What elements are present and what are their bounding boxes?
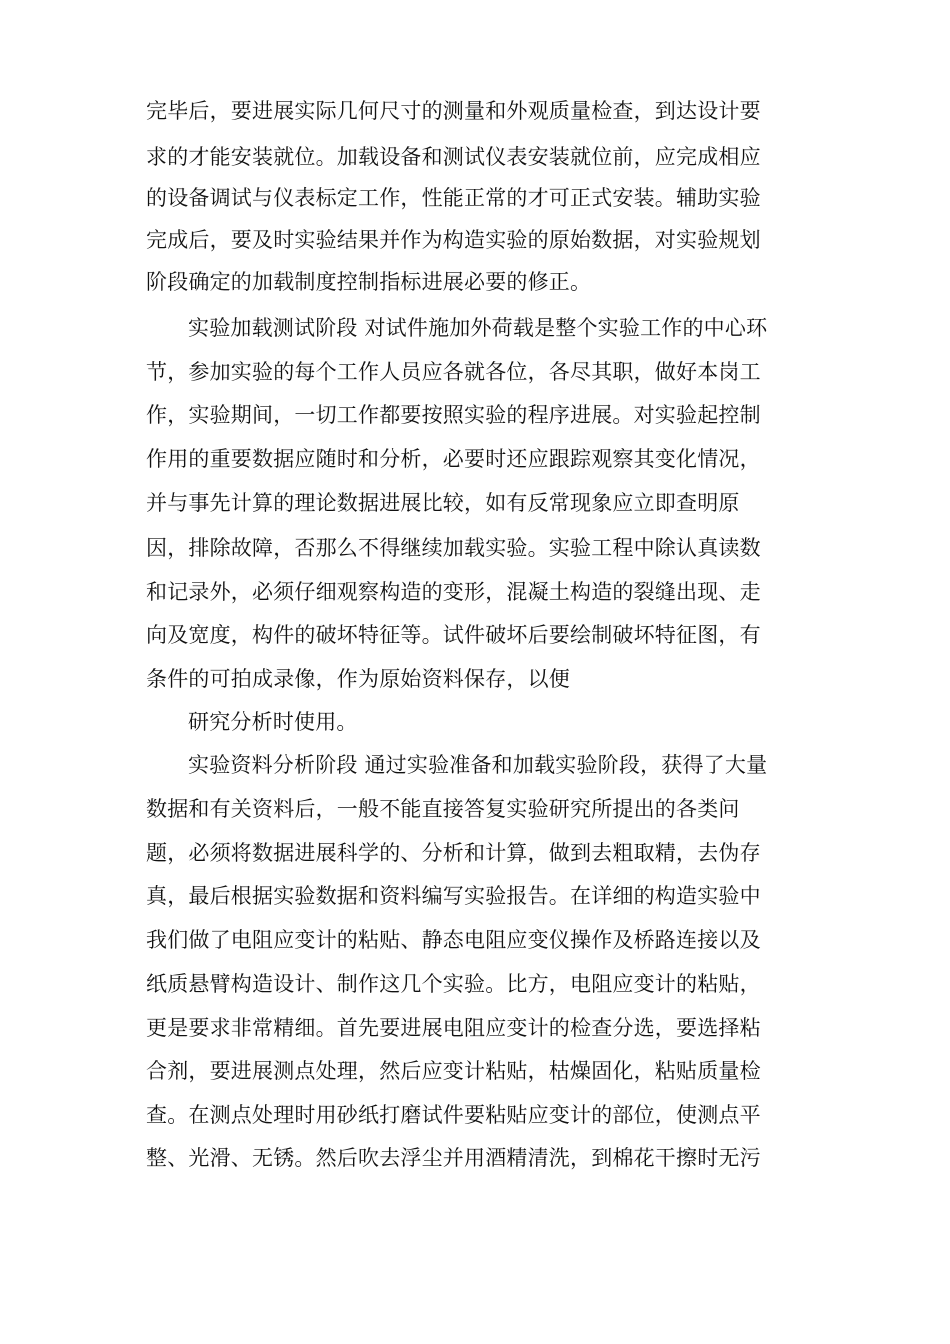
text-line: 条件的可拍成录像，作为原始资料保存，以便: [146, 667, 570, 691]
text-line: 节，参加实验的每个工作人员应各就各位，各尽其职，做好本岗工: [146, 360, 761, 384]
text-line: 我们做了电阻应变计的粘贴、静态电阻应变仪操作及桥路连接以及: [146, 928, 761, 952]
text-line: 整、光滑、无锈。然后吹去浮尘并用酒精清洗，到棉花干擦时无污: [146, 1146, 761, 1170]
text-line: 阶段确定的加载制度控制指标进展必要的修正。: [146, 270, 592, 294]
text-line: 作用的重要数据应随时和分析，必要时还应跟踪观察其变化情况，: [146, 447, 761, 471]
text-line: 和记录外，必须仔细观察构造的变形，混凝土构造的裂缝出现、走: [146, 580, 761, 604]
text-line: 合剂，要进展测点处理，然后应变计粘贴，枯燥固化，粘贴质量检: [146, 1059, 761, 1083]
text-line: 完成后，要及时实验结果并作为构造实验的原始数据，对实验规划: [146, 228, 761, 252]
section-heading-line: 实验加载测试阶段 对试件施加外荷载是整个实验工作的中心环: [188, 316, 768, 340]
text-line: 作，实验期间，一切工作都要按照实验的程序进展。对实验起控制: [146, 403, 761, 427]
text-line: 真，最后根据实验数据和资料编写实验报告。在详细的构造实验中: [146, 884, 761, 908]
text-line: 并与事先计算的理论数据进展比较，如有反常现象应立即查明原: [146, 491, 740, 515]
text-line: 求的才能安装就位。加载设备和测试仪表安装就位前，应完成相应: [146, 145, 761, 169]
text-line: 完毕后，要进展实际几何尺寸的测量和外观质量检查，到达设计要: [146, 99, 761, 123]
text-line: 纸质悬臂构造设计、制作这几个实验。比方，电阻应变计的粘贴，: [146, 972, 761, 996]
text-line: 数据和有关资料后，一般不能直接答复实验研究所提出的各类问: [146, 797, 740, 821]
text-line: 题，必须将数据进展科学的、分析和计算，做到去粗取精，去伪存: [146, 841, 761, 865]
text-line: 因，排除故障，否那么不得继续加载实验。实验工程中除认真读数: [146, 536, 761, 560]
text-line: 向及宽度，构件的破坏特征等。试件破坏后要绘制破坏特征图，有: [146, 623, 761, 647]
text-line: 的设备调试与仪表标定工作，性能正常的才可正式安装。辅助实验: [146, 186, 761, 210]
text-line: 研究分析时使用。: [188, 710, 358, 734]
text-line: 更是要求非常精细。首先要进展电阻应变计的检查分选，要选择粘: [146, 1016, 761, 1040]
section-heading-line: 实验资料分析阶段 通过实验准备和加载实验阶段，获得了大量: [188, 753, 768, 777]
text-line: 查。在测点处理时用砂纸打磨试件要粘贴应变计的部位，使测点平: [146, 1103, 761, 1127]
